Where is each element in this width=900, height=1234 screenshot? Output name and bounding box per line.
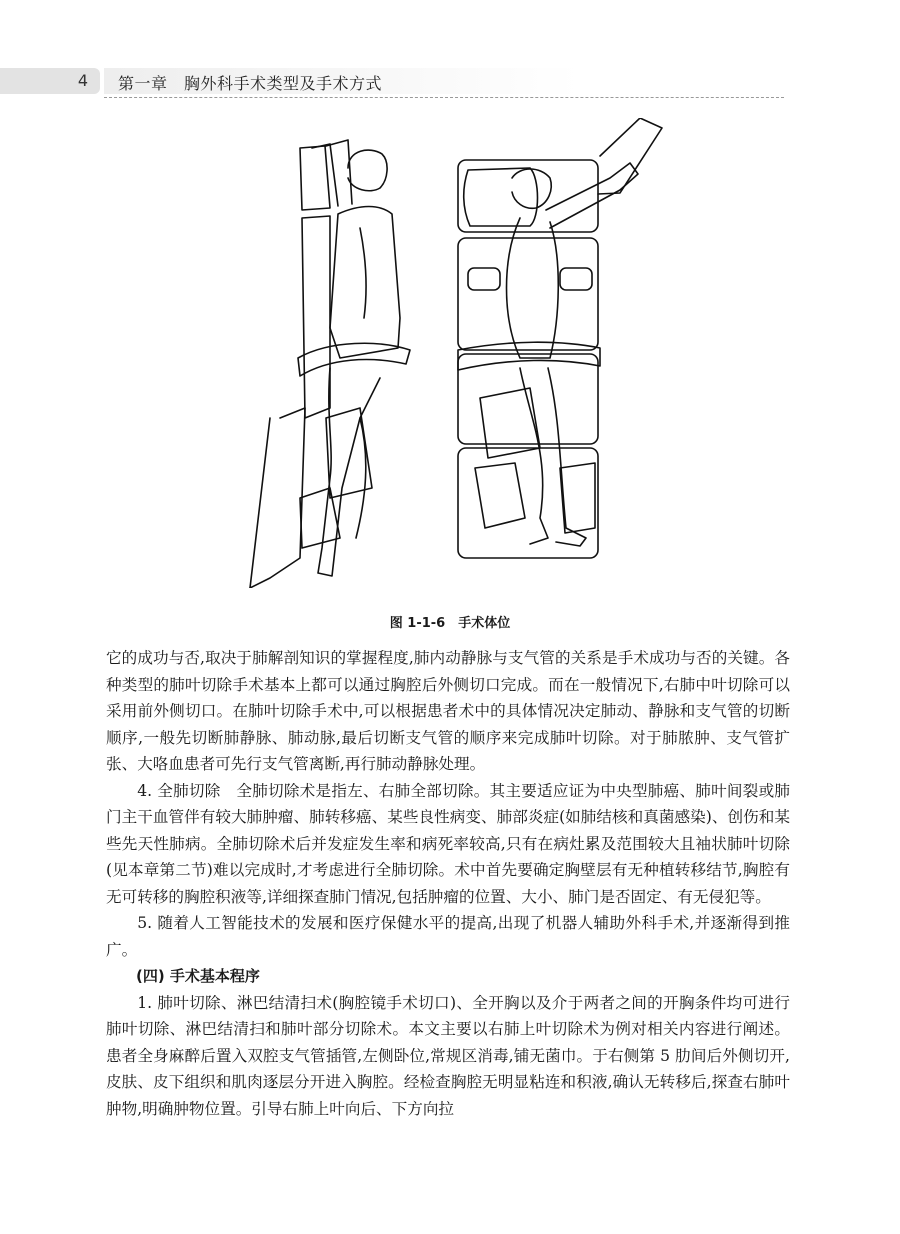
prone-patient-drawing [250, 140, 410, 588]
surgical-position-illustration [230, 118, 670, 588]
page-number-box [0, 68, 100, 94]
paragraph: 5. 随着人工智能技术的发展和医疗保健水平的提高,出现了机器人辅助外科手术,并逐渐得到推广。 [106, 914, 790, 959]
page-number: 4 [77, 71, 88, 90]
running-header [0, 68, 900, 94]
section-heading: (四) 手术基本程序 [136, 967, 260, 985]
chapter-title-box [104, 68, 784, 94]
paragraph: 1. 肺叶切除、淋巴结清扫术(胸腔镜手术切口)、全开胸以及介于两者之间的开胸条件均可进行肺叶切除、淋巴结清扫和肺叶部分切除术。本文主要以右肺上叶切除术为例对相关内容进行阐述。患者全身麻醉后置入双腔支气管插管,左侧卧位,常规区消毒,铺无菌巾。于右侧第 5 肋间后外侧切开,皮肤、皮下组织和肌肉逐层分开进入胸腔。经检查胸腔无明显粘连和积液,确认无转移后,探查右肺叶肿物,明确肿物位置。引导右肺上叶向后、下方向拉 [106, 993, 790, 1118]
figure-caption: 图 1-1-6 手术体位 [389, 616, 511, 631]
paragraph: 4. 全肺切除 全肺切除术是指左、右肺全部切除。其主要适应证为中央型肺癌、肺叶间裂或肺门主干血管伴有较大肺肿瘤、肺转移癌、某些良性病变、肺部炎症(如肺结核和真菌感染)、创伤和某些先天性肺病。全肺切除术后并发症发生率和病死率较高,只有在病灶累及范围较大且袖状肺叶切除(见本章第二节)难以完成时,才考虑进行全肺切除。术中首先要确定胸壁层有无种植转移结节,胸腔有无可转移的胸腔积液等,详细探查肺门情况,包括肿瘤的位置、大小、肺门是否固定、有无侵犯等。 [106, 781, 790, 906]
lateral-patient-drawing [458, 118, 662, 558]
body-text [106, 645, 790, 1122]
chapter-title: 第一章 胸外科手术类型及手术方式 [118, 74, 383, 93]
header-divider [104, 97, 784, 98]
paragraph: 它的成功与否,取决于肺解剖知识的掌握程度,肺内动静脉与支气管的关系是手术成功与否的关键。各种类型的肺叶切除手术基本上都可以通过胸腔后外侧切口完成。而在一般情况下,右肺中叶切除可以采用前外侧切口。在肺叶切除手术中,可以根据患者术中的具体情况决定肺动、静脉和支气管的切断顺序,一般先切断肺静脉、肺动脉,最后切断支气管的顺序来完成肺叶切除。对于肺脓肿、支气管扩张、大咯血患者可先行支气管离断,再行肺动静脉处理。 [106, 649, 790, 773]
